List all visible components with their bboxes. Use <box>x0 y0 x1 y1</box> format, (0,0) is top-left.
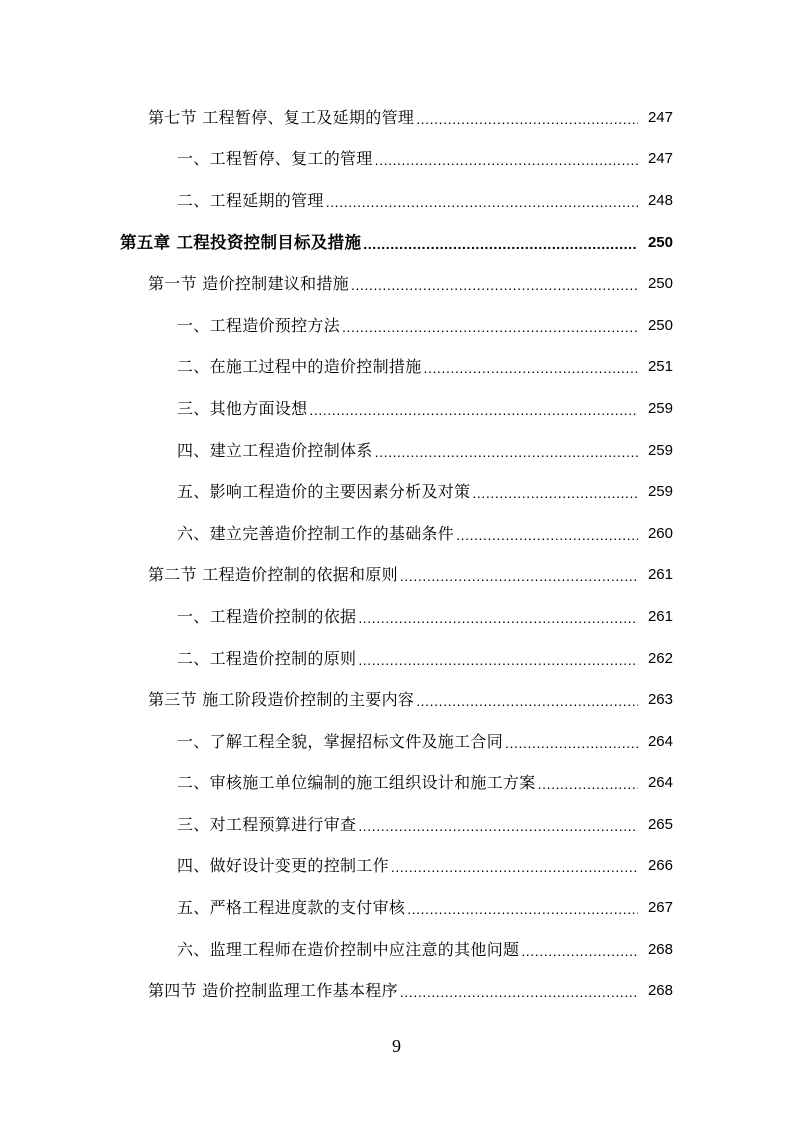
toc-entry-item[interactable] <box>0 638 793 680</box>
toc-entry-item[interactable] <box>0 721 793 763</box>
toc-entry-page: 247 <box>647 150 673 168</box>
toc-entry-page: 250 <box>647 316 673 334</box>
toc-dot-leader <box>358 608 638 628</box>
toc-dot-leader <box>309 400 638 420</box>
toc-dot-leader <box>342 317 638 337</box>
toc-entry-title: 第七节 工程暂停、复工及延期的管理 <box>148 107 415 127</box>
toc-entry-item[interactable] <box>0 596 793 638</box>
toc-entry-item[interactable] <box>0 305 793 347</box>
toc-entry-item[interactable] <box>0 763 793 805</box>
toc-entry-page: 266 <box>647 857 673 875</box>
toc-dot-leader <box>326 192 638 212</box>
toc-entry-item[interactable] <box>0 347 793 389</box>
toc-entry-page: 265 <box>647 815 673 833</box>
toc-dot-leader <box>416 109 638 129</box>
toc-dot-leader <box>400 566 638 586</box>
toc-entry-title: 四、做好设计变更的控制工作 <box>177 856 389 876</box>
toc-dot-leader <box>375 442 638 462</box>
toc-entry-title: 第四节 造价控制监理工作基本程序 <box>148 981 398 1001</box>
toc-entry-page: 268 <box>647 940 673 958</box>
toc-entry-page: 264 <box>647 732 673 750</box>
table-of-contents <box>0 97 793 1012</box>
toc-entry-title: 第二节 工程造价控制的依据和原则 <box>148 565 398 585</box>
toc-dot-leader <box>472 483 638 503</box>
toc-entry-page: 259 <box>647 441 673 459</box>
toc-entry-page: 250 <box>647 233 673 251</box>
toc-entry-section[interactable] <box>0 970 793 1012</box>
toc-dot-leader <box>407 899 638 919</box>
toc-entry-page: 259 <box>647 483 673 501</box>
toc-entry-item[interactable] <box>0 887 793 929</box>
toc-entry-item[interactable] <box>0 804 793 846</box>
toc-entry-page: 259 <box>647 399 673 417</box>
toc-entry-page: 263 <box>647 691 673 709</box>
toc-entry-title: 五、影响工程造价的主要因素分析及对策 <box>177 482 471 502</box>
toc-dot-leader <box>456 525 638 545</box>
toc-entry-title: 第三节 施工阶段造价控制的主要内容 <box>148 690 415 710</box>
toc-entry-page: 260 <box>647 524 673 542</box>
toc-entry-page: 268 <box>647 982 673 1000</box>
toc-entry-section[interactable] <box>0 679 793 721</box>
toc-entry-title: 六、监理工程师在造价控制中应注意的其他问题 <box>177 939 520 959</box>
toc-entry-item[interactable] <box>0 929 793 971</box>
toc-entry-title: 二、在施工过程中的造价控制措施 <box>177 357 422 377</box>
toc-entry-title: 六、建立完善造价控制工作的基础条件 <box>177 523 455 543</box>
toc-entry-title: 五、严格工程进度款的支付审核 <box>177 898 406 918</box>
toc-entry-item[interactable] <box>0 139 793 181</box>
toc-dot-leader <box>521 941 638 961</box>
toc-entry-title: 一、了解工程全貌，掌握招标文件及施工合同 <box>177 731 504 751</box>
toc-entry-title: 第五章 工程投资控制目标及措施 <box>120 232 362 252</box>
toc-entry-title: 第一节 造价控制建议和措施 <box>148 274 349 294</box>
toc-entry-section[interactable] <box>0 555 793 597</box>
toc-dot-leader <box>538 774 638 794</box>
toc-entry-item[interactable] <box>0 471 793 513</box>
page-number: 9 <box>392 1036 401 1056</box>
toc-entry-page: 261 <box>647 566 673 584</box>
toc-entry-page: 262 <box>647 649 673 667</box>
toc-entry-page: 248 <box>647 191 673 209</box>
toc-entry-section[interactable] <box>0 97 793 139</box>
toc-entry-item[interactable] <box>0 513 793 555</box>
toc-dot-leader <box>416 691 638 711</box>
toc-dot-leader <box>400 982 638 1002</box>
toc-entry-page: 264 <box>647 774 673 792</box>
toc-entry-section[interactable] <box>0 263 793 305</box>
toc-dot-leader <box>424 358 638 378</box>
toc-entry-page: 267 <box>647 899 673 917</box>
toc-dot-leader <box>505 733 638 753</box>
toc-entry-page: 250 <box>647 275 673 293</box>
toc-entry-page: 247 <box>647 108 673 126</box>
toc-dot-leader <box>391 857 638 877</box>
toc-entry-title: 三、对工程预算进行审查 <box>177 814 357 834</box>
toc-entry-item[interactable] <box>0 846 793 888</box>
toc-entry-chapter[interactable] <box>0 222 793 264</box>
toc-entry-title: 二、工程延期的管理 <box>177 190 324 210</box>
toc-entry-page: 251 <box>647 358 673 376</box>
toc-entry-item[interactable] <box>0 388 793 430</box>
toc-entry-title: 三、其他方面设想 <box>177 398 308 418</box>
toc-dot-leader <box>351 275 638 295</box>
toc-entry-title: 二、审核施工单位编制的施工组织设计和施工方案 <box>177 773 536 793</box>
toc-entry-title: 四、建立工程造价控制体系 <box>177 440 373 460</box>
toc-entry-title: 一、工程造价预控方法 <box>177 315 341 335</box>
toc-dot-leader <box>358 650 638 670</box>
toc-dot-leader <box>375 150 638 170</box>
toc-entry-item[interactable] <box>0 430 793 472</box>
toc-entry-title: 一、工程造价控制的依据 <box>177 606 357 626</box>
toc-dot-leader <box>363 234 638 254</box>
toc-entry-title: 二、工程造价控制的原则 <box>177 648 357 668</box>
toc-entry-item[interactable] <box>0 180 793 222</box>
toc-entry-title: 一、工程暂停、复工的管理 <box>177 149 373 169</box>
toc-dot-leader <box>358 816 638 836</box>
toc-entry-page: 261 <box>647 607 673 625</box>
